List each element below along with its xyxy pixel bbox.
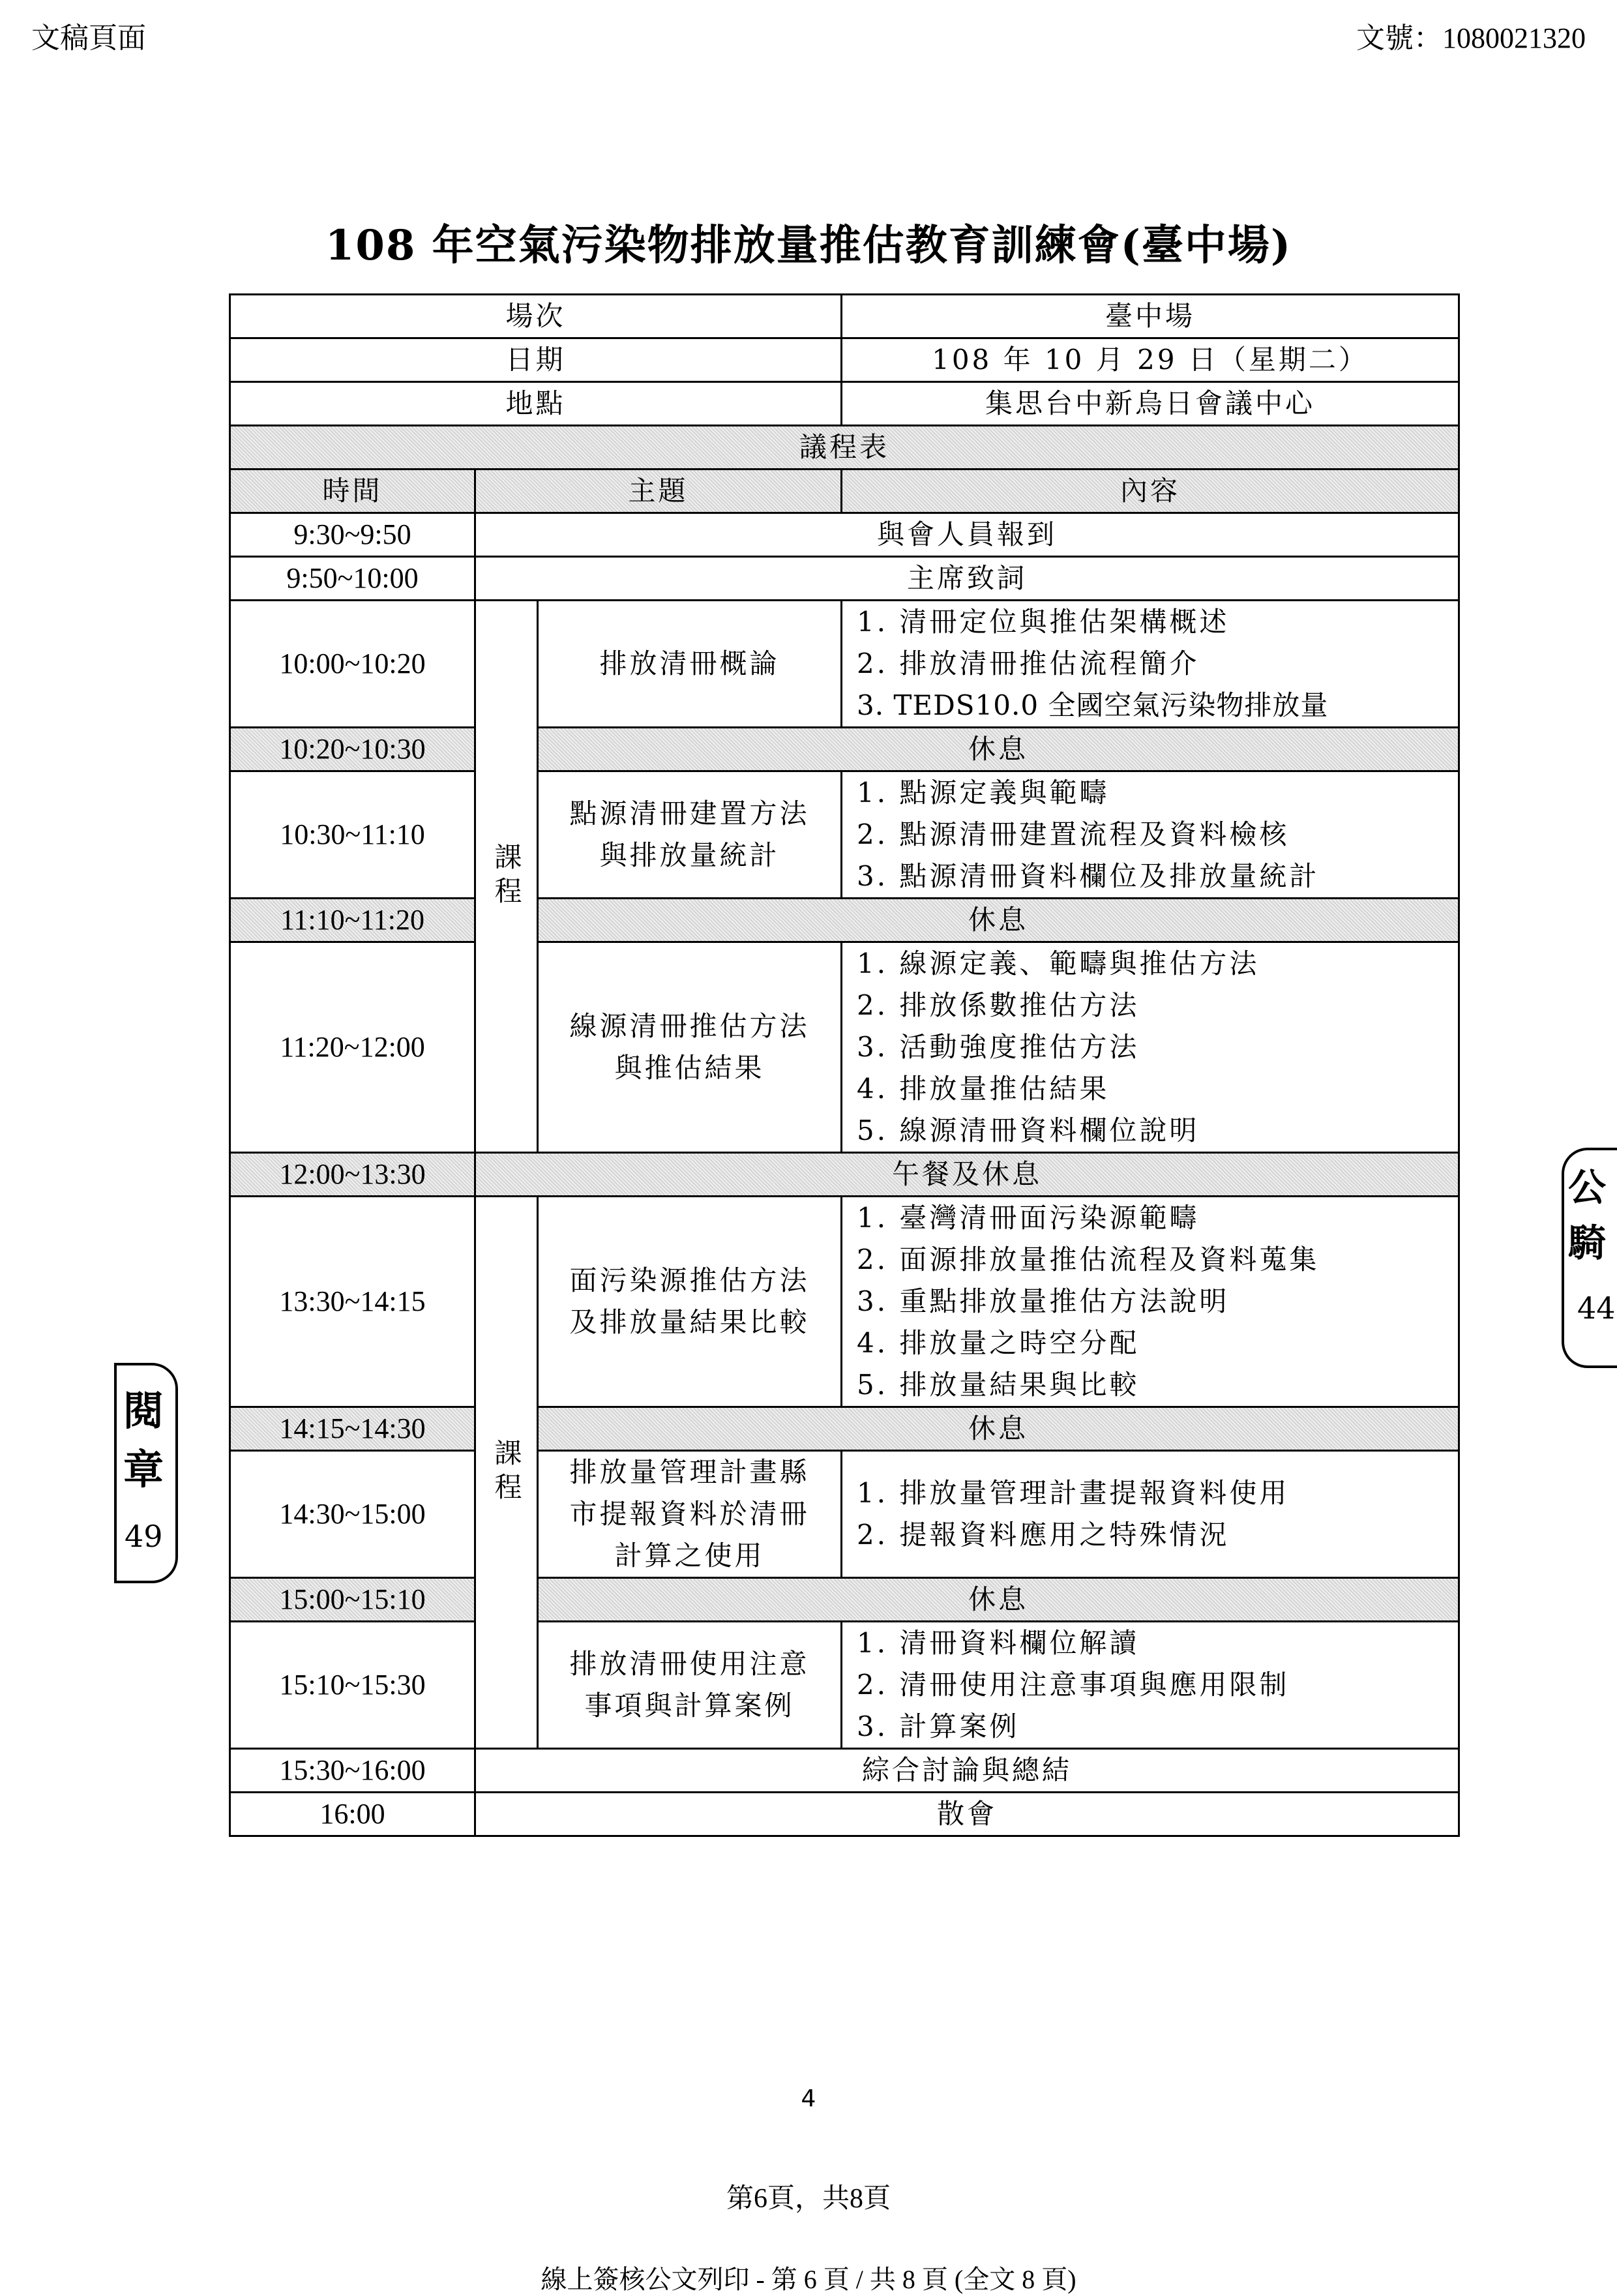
agenda-break-row [230,899,1459,942]
row-break: 午餐及休息 [475,1153,1459,1197]
content-item: 4. 排放量推估結果 [857,1073,1110,1105]
topic-line: 市提報資料於清冊 [569,1498,810,1530]
row-topic [538,1622,842,1749]
row-time: 9:30~9:50 [230,513,475,557]
content-item: 1. 線源定義、範疇與推估方法 [857,947,1260,979]
content-item: 3. TEDS10.0 全國空氣污染物排放量 [857,689,1329,721]
topic-line: 與推估結果 [614,1052,765,1084]
row-event: 與會人員報到 [475,513,1459,557]
agenda-break-row [230,728,1459,771]
session-label: 場次 [230,295,842,338]
agenda-heading: 議程表 [230,426,1459,470]
row-time: 10:20~10:30 [230,728,475,771]
content-item: 1. 臺灣清冊面污染源範疇 [857,1202,1200,1234]
agenda-row [230,942,1459,1153]
topic-line: 與排放量統計 [599,839,780,871]
seal-stamp-right [1562,1148,1617,1368]
agenda-heading-row [230,426,1459,470]
stamp-char: 章 [123,1446,164,1493]
agenda-break-row [230,1578,1459,1622]
topic-line: 排放清冊使用注意 [569,1648,810,1680]
info-row-session [230,295,1459,338]
agenda-row [230,771,1459,899]
row-time: 10:00~10:20 [230,601,475,728]
col-topic-header: 主題 [475,470,842,513]
content-item: 2. 清冊使用注意事項與應用限制 [857,1669,1290,1701]
agenda-row [230,1793,1459,1836]
row-content [842,1197,1459,1407]
row-time: 11:20~12:00 [230,942,475,1153]
row-topic [538,942,842,1153]
agenda-row [230,1749,1459,1793]
row-time: 9:50~10:00 [230,557,475,601]
agenda-table [229,293,1460,1837]
content-item: 3. 重點排放量推估方法說明 [857,1285,1230,1317]
info-row-date [230,338,1459,382]
agenda-break-row [230,1407,1459,1451]
row-event: 散會 [475,1793,1459,1836]
page-count: 第6頁，共8頁 [726,2184,891,2214]
topic-line: 事項與計算案例 [584,1690,795,1722]
topic-line: 排放量管理計畫縣 [569,1456,810,1488]
row-time: 11:10~11:20 [230,899,475,942]
agenda-columns-row [230,470,1459,513]
agenda-row [230,557,1459,601]
agenda-row [230,1451,1459,1578]
row-content [842,942,1459,1153]
course-label: 課程 [475,601,538,1153]
row-topic [538,1197,842,1407]
row-time: 15:10~15:30 [230,1622,475,1749]
content-item: 1. 清冊資料欄位解讀 [857,1627,1140,1659]
venue-label: 地點 [230,382,842,426]
date-value: 108 年 10 月 29 日（星期二） [842,338,1459,382]
row-time: 15:00~15:10 [230,1578,475,1622]
topic-line: 計算之使用 [614,1540,765,1572]
header-doc-type: 文稿頁面 [31,22,146,54]
topic-line: 點源清冊建置方法 [569,798,810,829]
info-row-venue [230,382,1459,426]
row-content [842,1451,1459,1578]
content-item: 2. 排放係數推估方法 [857,989,1140,1021]
row-time: 15:30~16:00 [230,1749,475,1793]
date-label: 日期 [230,338,842,382]
stamp-char: 騎 [1568,1221,1607,1265]
content-item: 3. 計算案例 [857,1710,1020,1742]
content-item: 3. 活動強度推估方法 [857,1031,1140,1063]
row-topic [538,1451,842,1578]
row-break: 休息 [538,1578,1459,1622]
row-time: 16:00 [230,1793,475,1836]
col-content-header: 內容 [842,470,1459,513]
row-break: 休息 [538,899,1459,942]
row-break: 休息 [538,1407,1459,1451]
content-item: 2. 排放清冊推估流程簡介 [857,648,1200,679]
stamp-char: 閱 [123,1387,164,1435]
row-event: 主席致詞 [475,557,1459,601]
content-item: 5. 線源清冊資料欄位說明 [857,1114,1200,1146]
agenda-row [230,513,1459,557]
row-time: 14:30~15:00 [230,1451,475,1578]
topic-line: 面污染源推估方法 [569,1264,810,1296]
row-time: 14:15~14:30 [230,1407,475,1451]
content-item: 3. 點源清冊資料欄位及排放量統計 [857,860,1320,892]
topic-line: 線源清冊推估方法 [569,1010,810,1042]
content-item: 2. 點源清冊建置流程及資料檢核 [857,818,1290,850]
content-item: 4. 排放量之時空分配 [857,1327,1140,1359]
page-number: 4 [801,2085,816,2112]
venue-value: 集思台中新烏日會議中心 [842,382,1459,426]
course-label: 課程 [475,1197,538,1749]
agenda-row [230,1622,1459,1749]
content-item: 1. 點源定義與範疇 [857,777,1110,809]
row-time: 10:30~11:10 [230,771,475,899]
row-topic [538,771,842,899]
col-time-header: 時間 [230,470,475,513]
content-item: 1. 排放量管理計畫提報資料使用 [857,1477,1290,1509]
content-item: 2. 面源排放量推估流程及資料蒐集 [857,1244,1320,1275]
row-content [842,601,1459,728]
row-content [842,1622,1459,1749]
session-value: 臺中場 [842,295,1459,338]
header-doc-number: 文號：1080021320 [1356,22,1586,54]
topic-line: 及排放量結果比較 [569,1306,810,1338]
agenda-break-row [230,1153,1459,1197]
stamp-char: 公 [1568,1165,1607,1210]
agenda-row [230,1197,1459,1407]
print-footer: 線上簽核公文列印 - 第 6 頁 / 共 8 頁 (全文 8 頁) [541,2265,1076,2294]
row-time: 13:30~14:15 [230,1197,475,1407]
row-content [842,771,1459,899]
content-item: 5. 排放量結果與比較 [857,1369,1140,1401]
page-title: 108 年空氣污染物排放量推估教育訓練會(臺中場) [325,221,1292,270]
row-time: 12:00~13:30 [230,1153,475,1197]
stamp-number: 49 [125,1519,163,1554]
stamp-number: 44 [1577,1290,1616,1326]
content-item: 2. 提報資料應用之特殊情況 [857,1519,1230,1551]
row-event: 綜合討論與總結 [475,1749,1459,1793]
content-item: 1. 清冊定位與推估架構概述 [857,606,1230,638]
agenda-row [230,601,1459,728]
row-break: 休息 [538,728,1459,771]
row-topic: 排放清冊概論 [538,601,842,728]
seal-stamp-left [114,1363,178,1583]
